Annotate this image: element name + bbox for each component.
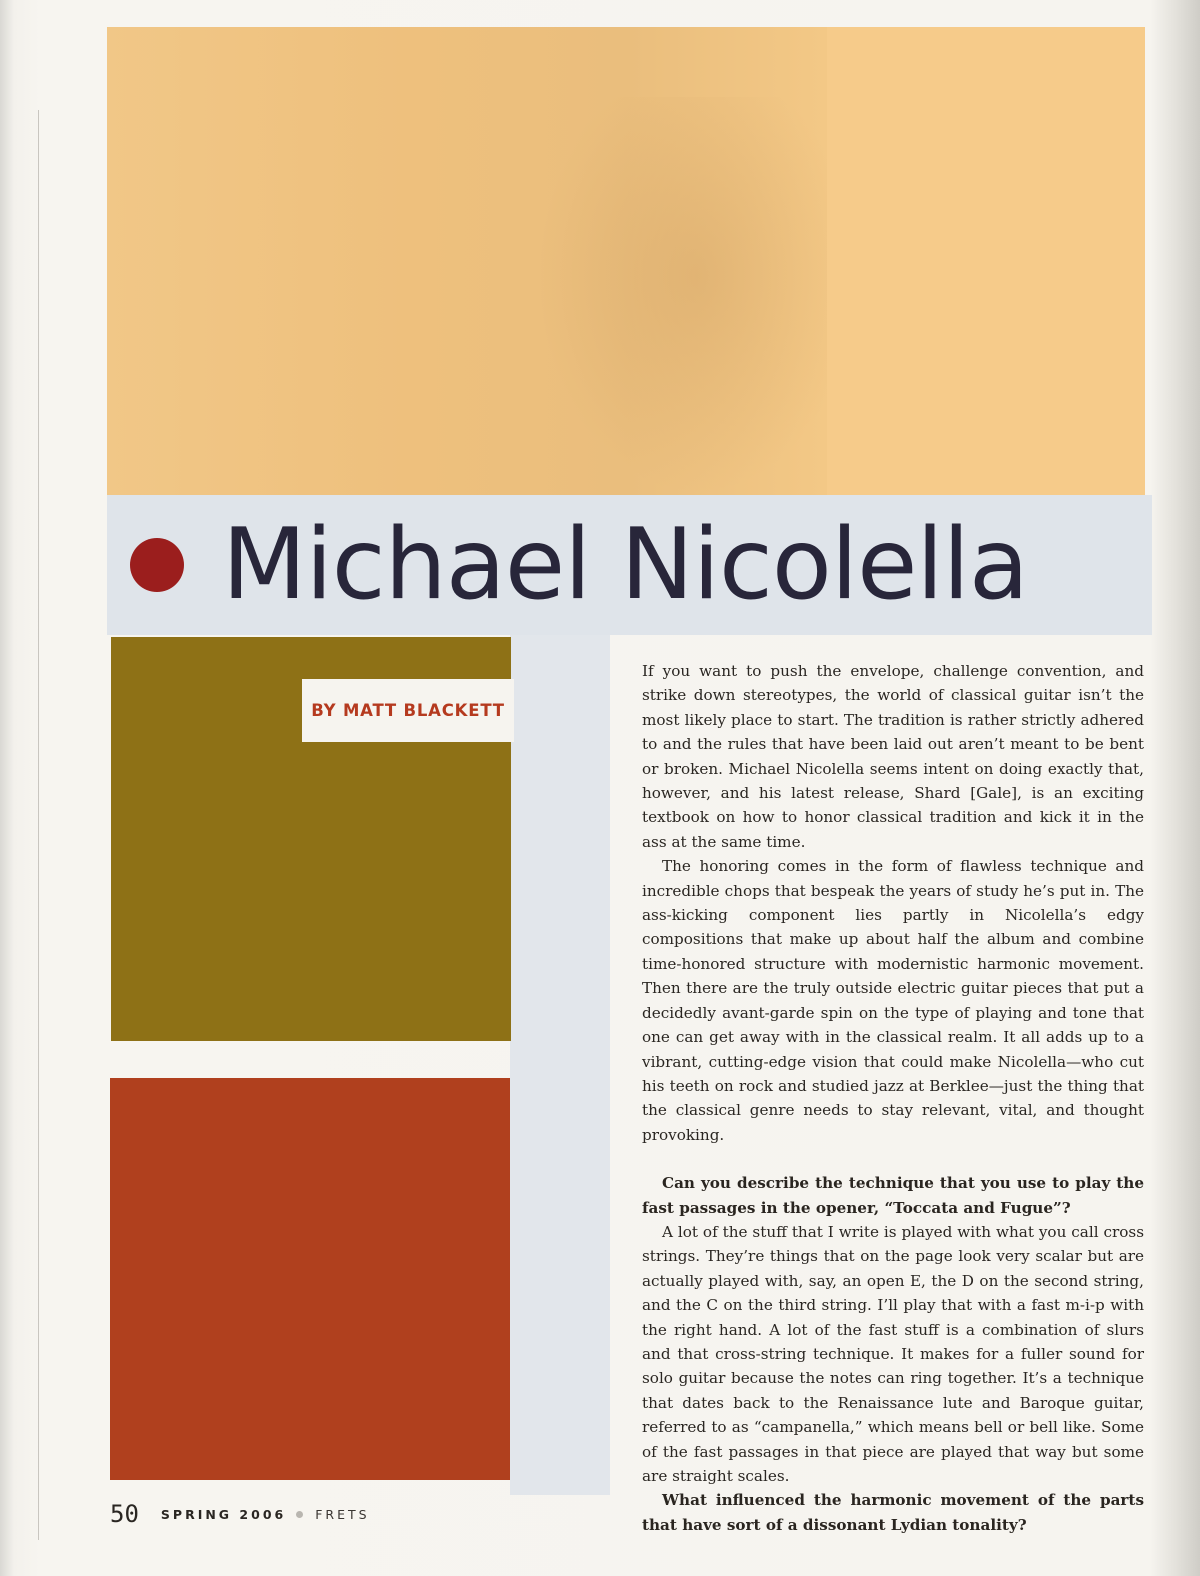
hero-photo-right-panel [827, 27, 1145, 495]
rust-color-block [110, 1078, 510, 1480]
page-footer [110, 1500, 370, 1528]
interview-question: What influenced the harmonic movement of the parts that have sort of a dissonant Lydian tonality? [642, 1491, 1144, 1534]
issue-label: SPRING 2006 [160, 1506, 287, 1522]
hero-photo-block [107, 27, 1145, 495]
magazine-name: FRETS [315, 1506, 370, 1522]
page-title: Michael Nicolella [222, 508, 1028, 622]
byline: BY MATT BLACKETT [311, 701, 505, 720]
byline-box [302, 679, 514, 742]
separator-dot-icon [296, 1511, 303, 1518]
background-panel-column [510, 635, 610, 1495]
page-number: 50 [110, 1500, 139, 1528]
page-spine-line [38, 110, 39, 1540]
hero-photo-shading [537, 97, 857, 495]
article-body [642, 659, 1144, 1537]
article-paragraph: If you want to push the envelope, challenge convention, and strike down stereotypes, the world of classical guitar isn’t the most likely place to start. The tradition is rather strictly adhered to and the rules that have been laid out aren’t meant to be bent or broken. Michael Nicolella seems intent on doing exactly that, however, and his latest release, Shard [Gale], is an exciting textbook on how to honor classical tradition and kick it in the ass at the same time. [642, 662, 1144, 851]
bullet-dot-icon [130, 538, 184, 592]
interview-question: Can you describe the technique that you use to play the fast passages in the opener, “Toccata and Fugue”? [642, 1174, 1144, 1217]
article-paragraph: The honoring comes in the form of flawless technique and incredible chops that bespeak the years of study he’s put in. The ass-kicking component lies partly in Nicolella’s edgy compositions that make up about half the album and combine time-honored structure with modernistic harmonic movement. Then there are the truly outside electric guitar pieces that put a decidedly avant-garde spin on the type of playing and tone that one can get away with in the classical realm. It all adds up to a vibrant, cutting-edge vision that could make Nicolella—who cut his teeth on rock and studied jazz at Berklee—just the thing that the classical genre needs to stay relevant, vital, and thought provoking. [642, 857, 1144, 1144]
headline [130, 500, 1180, 630]
interview-answer: A lot of the stuff that I write is played with what you call cross strings. They’re things that on the page look very scalar but are actually played with, say, an open E, the D on the second string, and the C on the third string. I’ll play that with a fast m-i-p with the right hand. A lot of the fast stuff is a combination of slurs and that cross-string technique. It makes for a fuller sound for solo guitar because the notes can ring together. It’s a technique that dates back to the Renaissance lute and Baroque guitar, referred to as “campanella,” which means bell or bell like. Some of the fast passages in that piece are played that way but some are straight scales. [642, 1222, 1144, 1485]
